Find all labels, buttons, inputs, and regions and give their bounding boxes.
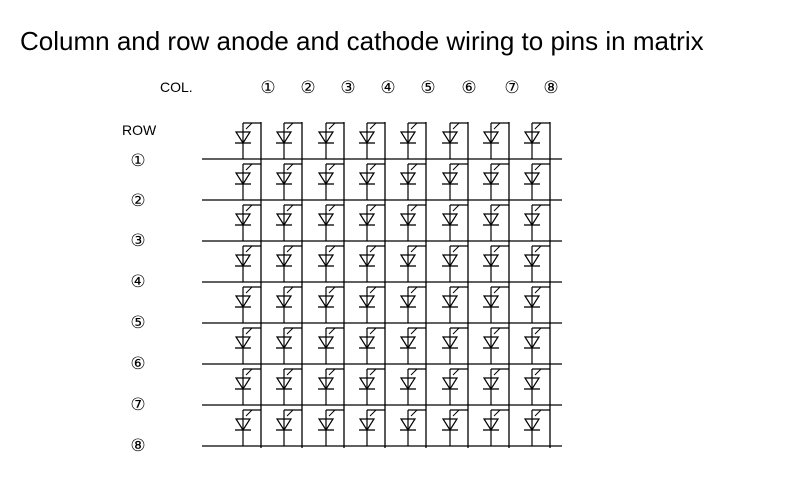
diode-r2-c8 — [524, 164, 550, 200]
diode-r6-c6 — [442, 328, 468, 364]
diode-arrow — [287, 369, 293, 375]
diode-r7-c5 — [400, 369, 426, 405]
diode-r8-c7 — [483, 410, 509, 446]
matrix-wiring — [202, 122, 562, 448]
diode-arrow — [370, 123, 376, 129]
row-pin-6: ⑥ — [130, 354, 146, 373]
diode-r3-c5 — [400, 205, 426, 241]
diode-r6-c5 — [400, 328, 426, 364]
diode-r5-c7 — [483, 287, 509, 323]
diode-arrow — [329, 287, 335, 293]
diode-r1-c5 — [400, 123, 426, 159]
diode-arrow — [411, 369, 417, 375]
diode-r4-c4 — [359, 246, 385, 282]
diode-r3-c8 — [524, 205, 550, 241]
diode-r7-c8 — [524, 369, 550, 405]
diode-r8-c4 — [359, 410, 385, 446]
row-axis-label: ROW — [122, 122, 157, 138]
row-pin-7: ⑦ — [130, 395, 146, 414]
diode-arrow — [287, 410, 293, 416]
diode-r3-c2 — [276, 205, 302, 241]
diode-r4-c3 — [318, 246, 344, 282]
column-axis-label: COL. — [160, 79, 193, 95]
diode-arrow — [411, 205, 417, 211]
diode-arrow — [535, 123, 541, 129]
diode-r3-c3 — [318, 205, 344, 241]
diode-r2-c7 — [483, 164, 509, 200]
diode-arrow — [453, 164, 459, 170]
diode-arrow — [287, 164, 293, 170]
column-pin-1: ① — [260, 78, 276, 97]
diode-arrow — [494, 205, 500, 211]
diode-r6-c7 — [483, 328, 509, 364]
diode-r1-c7 — [483, 123, 509, 159]
diode-r7-c1 — [235, 369, 261, 405]
column-pin-3: ③ — [340, 78, 356, 97]
diode-r3-c1 — [235, 205, 261, 241]
column-pin-5: ⑤ — [420, 78, 436, 97]
column-pin-4: ④ — [380, 78, 396, 97]
diode-arrow — [329, 246, 335, 252]
diode-arrow — [453, 328, 459, 334]
diode-r7-c3 — [318, 369, 344, 405]
diode-r4-c5 — [400, 246, 426, 282]
diode-arrow — [287, 123, 293, 129]
diode-arrow — [411, 123, 417, 129]
diode-arrow — [453, 205, 459, 211]
diode-r2-c1 — [235, 164, 261, 200]
diode-arrow — [453, 287, 459, 293]
diode-arrow — [494, 369, 500, 375]
diode-arrow — [411, 410, 417, 416]
diode-arrow — [329, 369, 335, 375]
diode-r8-c6 — [442, 410, 468, 446]
diode-arrow — [370, 205, 376, 211]
diode-r2-c4 — [359, 164, 385, 200]
diode-r5-c2 — [276, 287, 302, 323]
row-pin-8: ⑧ — [130, 436, 146, 455]
diode-r3-c6 — [442, 205, 468, 241]
diode-arrow — [329, 164, 335, 170]
diode-arrow — [246, 205, 252, 211]
row-pin-1: ① — [130, 151, 146, 170]
diode-r6-c4 — [359, 328, 385, 364]
diode-r4-c6 — [442, 246, 468, 282]
diode-arrow — [246, 123, 252, 129]
diode-r1-c2 — [276, 123, 302, 159]
diode-arrow — [329, 205, 335, 211]
diode-r5-c4 — [359, 287, 385, 323]
diode-arrow — [494, 410, 500, 416]
diode-r3-c7 — [483, 205, 509, 241]
row-pin-labels — [130, 151, 145, 455]
diode-r5-c5 — [400, 287, 426, 323]
column-pin-6: ⑥ — [461, 78, 477, 97]
diode-r3-c4 — [359, 205, 385, 241]
diode-r5-c6 — [442, 287, 468, 323]
diode-r4-c8 — [524, 246, 550, 282]
diode-arrow — [370, 328, 376, 334]
diode-r7-c6 — [442, 369, 468, 405]
diode-r8-c1 — [235, 410, 261, 446]
diode-arrow — [411, 287, 417, 293]
diode-arrow — [535, 287, 541, 293]
diode-arrow — [535, 164, 541, 170]
diode-r7-c4 — [359, 369, 385, 405]
diode-arrow — [494, 328, 500, 334]
diode-arrow — [535, 410, 541, 416]
diode-r7-c7 — [483, 369, 509, 405]
diode-arrow — [494, 246, 500, 252]
diode-r8-c8 — [524, 410, 550, 446]
diagram-title: Column and row anode and cathode wiring to pins in matrix — [20, 26, 704, 56]
diode-r5-c8 — [524, 287, 550, 323]
diode-r6-c8 — [524, 328, 550, 364]
diode-r2-c6 — [442, 164, 468, 200]
diode-arrow — [287, 246, 293, 252]
diode-arrow — [287, 205, 293, 211]
diode-arrow — [329, 410, 335, 416]
diode-arrow — [246, 328, 252, 334]
diode-arrow — [246, 369, 252, 375]
diode-arrow — [246, 246, 252, 252]
diode-arrow — [411, 164, 417, 170]
diode-arrow — [535, 205, 541, 211]
diode-arrow — [494, 123, 500, 129]
diode-arrow — [329, 328, 335, 334]
diode-r2-c3 — [318, 164, 344, 200]
diode-r6-c3 — [318, 328, 344, 364]
diode-r8-c2 — [276, 410, 302, 446]
diode-r4-c7 — [483, 246, 509, 282]
diode-r1-c4 — [359, 123, 385, 159]
diode-arrow — [246, 164, 252, 170]
diode-r5-c3 — [318, 287, 344, 323]
diode-r6-c2 — [276, 328, 302, 364]
diode-arrow — [370, 369, 376, 375]
diode-arrow — [494, 287, 500, 293]
row-pin-5: ⑤ — [130, 313, 146, 332]
row-pin-3: ③ — [130, 231, 146, 250]
diode-arrow — [411, 328, 417, 334]
diode-arrow — [535, 246, 541, 252]
row-pin-4: ④ — [130, 272, 146, 291]
diode-arrow — [370, 246, 376, 252]
diode-r6-c1 — [235, 328, 261, 364]
diode-r4-c2 — [276, 246, 302, 282]
column-pin-8: ⑧ — [543, 78, 559, 97]
diode-arrow — [411, 246, 417, 252]
diode-r2-c5 — [400, 164, 426, 200]
diode-arrow — [246, 410, 252, 416]
column-pin-labels — [260, 78, 558, 97]
diode-arrow — [535, 328, 541, 334]
diode-arrow — [453, 246, 459, 252]
diode-r8-c5 — [400, 410, 426, 446]
diode-arrow — [494, 164, 500, 170]
diode-r1-c8 — [524, 123, 550, 159]
column-pin-7: ⑦ — [504, 78, 520, 97]
diode-r5-c1 — [235, 287, 261, 323]
diode-r4-c1 — [235, 246, 261, 282]
diode-arrow — [535, 369, 541, 375]
diode-arrow — [246, 287, 252, 293]
diode-arrow — [453, 369, 459, 375]
diode-r7-c2 — [276, 369, 302, 405]
diode-arrow — [453, 410, 459, 416]
row-pin-2: ② — [130, 191, 146, 210]
diode-arrow — [453, 123, 459, 129]
diode-arrow — [370, 287, 376, 293]
diode-arrow — [370, 410, 376, 416]
diode-arrow — [287, 328, 293, 334]
diode-r1-c1 — [235, 123, 261, 159]
column-pin-2: ② — [300, 78, 316, 97]
diode-arrow — [287, 287, 293, 293]
diode-r1-c3 — [318, 123, 344, 159]
diode-r1-c6 — [442, 123, 468, 159]
diode-arrow — [329, 123, 335, 129]
diode-r2-c2 — [276, 164, 302, 200]
diode-r8-c3 — [318, 410, 344, 446]
diode-arrow — [370, 164, 376, 170]
